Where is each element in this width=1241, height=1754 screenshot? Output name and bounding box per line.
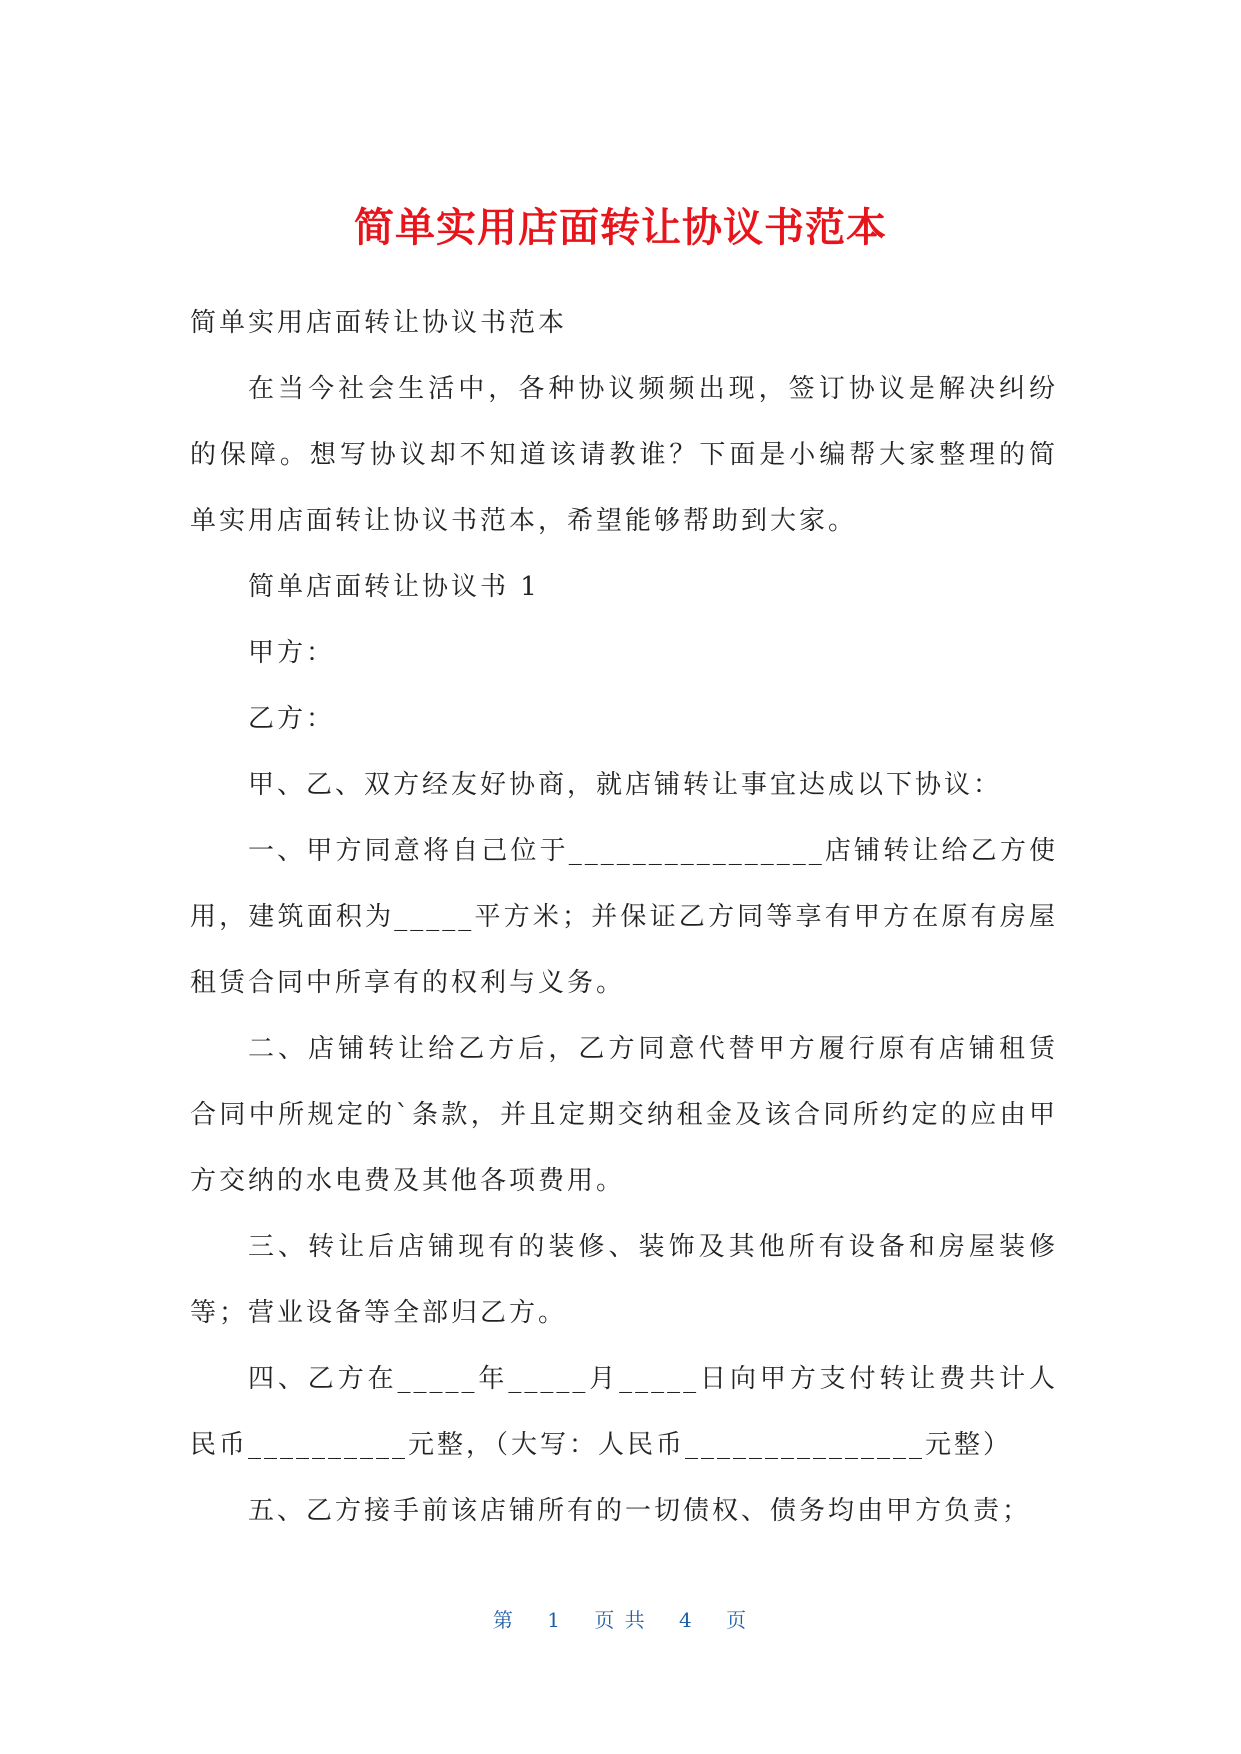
intro-paragraph: 在当今社会生活中，各种协议频频出现，签订协议是解决纠纷的保障。想写协议却不知道该请教谁？下面是小编帮大家整理的简单实用店面转让协议书范本，希望能够帮助到大家。 — [190, 374, 1058, 536]
clause-4: 四、乙方在_____年_____月_____日向甲方支付转让费共计人民币__________元整，（大写：人民币_______________元整） — [190, 1364, 1058, 1460]
clause-1: 一、甲方同意将自己位于________________店铺转让给乙方使用，建筑面积为_____平方米；并保证乙方同等享有甲方在原有房屋租赁合同中所享有的权利与义务。 — [190, 836, 1058, 998]
page-label-prefix: 第 — [492, 1608, 515, 1632]
total-pages-number: 4 — [679, 1608, 694, 1632]
page-label-mid: 页 共 — [594, 1608, 647, 1632]
preamble-paragraph: 甲、乙、双方经友好协商，就店铺转让事宜达成以下协议： — [248, 770, 1003, 800]
agreement-heading: 简单店面转让协议书 1 — [248, 572, 540, 602]
clause-3: 三、转让后店铺现有的装修、装饰及其他所有设备和房屋装修等；营业设备等全部归乙方。 — [190, 1232, 1058, 1328]
clause-2: 二、店铺转让给乙方后，乙方同意代替甲方履行原有店铺租赁合同中所规定的`条款，并且定期交纳租金及该合同所约定的应由甲方交纳的水电费及其他各项费用。 — [190, 1034, 1058, 1196]
document-subtitle: 简单实用店面转让协议书范本 — [190, 308, 568, 338]
current-page-number: 1 — [547, 1608, 562, 1632]
party-a-line: 甲方： — [248, 638, 336, 668]
page-footer — [0, 1604, 1241, 1633]
document-body — [190, 290, 1058, 1544]
page-label-suffix: 页 — [726, 1608, 749, 1632]
clause-5: 五、乙方接手前该店铺所有的一切债权、债务均由甲方负责； — [248, 1496, 1032, 1526]
document-title: 简单实用店面转让协议书范本 — [354, 205, 887, 251]
party-b-line: 乙方： — [248, 704, 336, 734]
